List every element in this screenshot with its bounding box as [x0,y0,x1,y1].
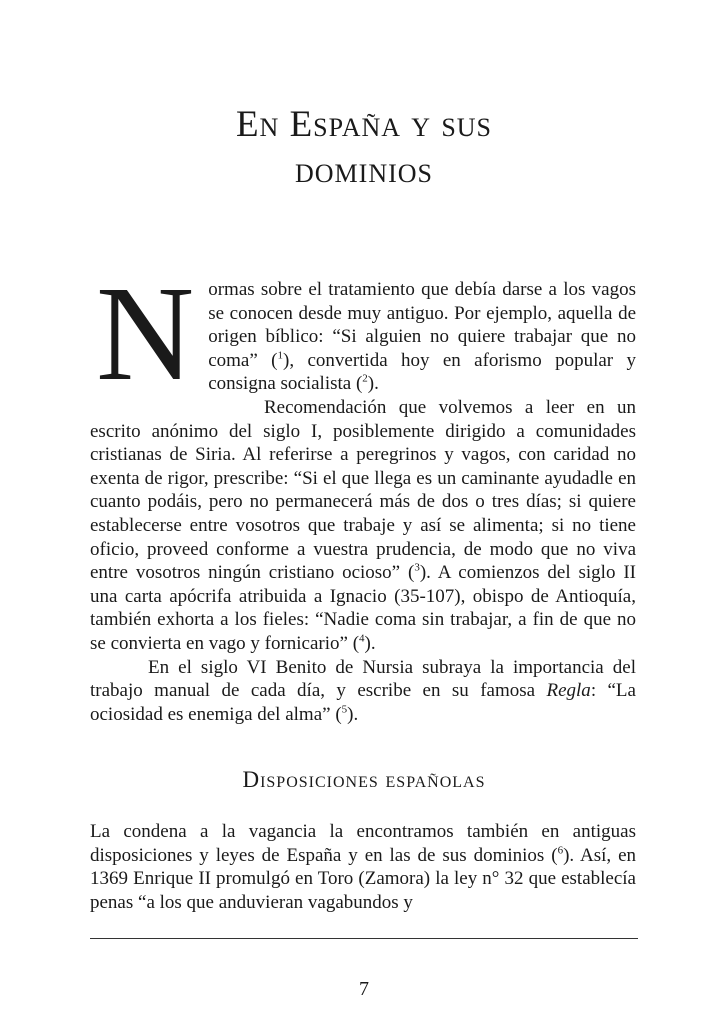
chapter-title [90,102,638,194]
intro-p2-text-a: Recomendación que volvemos a leer en un escrito anónimo del siglo I, posiblemente dirigido a comunidades cristianas de Siria. Al referirse a peregrinos y vagos, con caridad no exenta de rigor, prescribe: “Si el que llega es un caminante ayudadle en cuanto podáis, pero no permanecerá más de dos o tres días; si quiere establecerse entre vosotros que trabaje y así se alimenta; si no tiene oficio, proveed conforme a vuestra prudencia, de modo que no viva entre vosotros ningún cristiano ocioso” ( [90,396,636,584]
intro-p1-text-b: ), convertida hoy en aforismo popular y consigna socialista ( [208,349,636,395]
book-title-regla: Regla [546,680,591,702]
intro-paragraph-3 [90,656,636,727]
section-title: Disposiciones españolas [242,767,486,792]
footnote-ref-4: 4 [359,632,365,645]
footnote-ref-1: 1 [277,349,283,362]
page-number: 7 [359,978,369,1000]
intro-paragraph-2 [90,396,636,656]
footer-rule [90,938,638,939]
section-text [90,820,636,914]
footnote-ref-3: 3 [414,561,420,574]
footnote-ref-5: 5 [341,703,348,716]
intro-p3-text-a: En el siglo VI Benito de Nursia subraya la importancia del trabajo manual de cada día, y escribe en su famosa [90,656,636,702]
drop-cap: N [96,259,195,409]
intro-p2-text-c: ). [364,632,376,654]
intro-p2-text-b: ). A comienzos del siglo II una carta apócrifa atribuida a Ignacio (35-107), obispo de Antioquía, también exhorta a los fieles: “Nadie coma sin trabajar, a fin de que no se convierta en vago y fornicario” ( [90,562,636,654]
chapter-title-line1: En España y sus [235,104,493,145]
section-p1-text-b: ). Así, en 1369 Enrique II promulgó en Toro (Zamora) la ley n° 32 que establecía penas “a los que anduvieran vagabundos y [90,844,637,913]
footnote-ref-2: 2 [362,373,368,386]
footnote-ref-6: 6 [557,844,564,857]
intro-text [90,259,636,726]
section-paragraph-1 [90,820,636,914]
section-p1-text-a: La condena a la vagancia la encontramos también en antiguas disposiciones y leyes de España y en las de sus dominios ( [90,821,636,866]
intro-p1-text-c: ). [367,373,379,395]
intro-p3-text-b: : “La ociosidad es enemiga del alma” ( [90,680,636,725]
intro-p3-text-c: ). [347,703,359,725]
intro-paragraph-1 [90,259,636,409]
chapter-title-line2: dominios [295,150,433,191]
intro-p1-text-a: ormas sobre el tratamiento que debía darse a los vagos se conocen desde muy antiguo. Por ejemplo, aquella de origen bíblico: “Si alguien no quiere trabajar que no coma” ( [208,279,636,371]
